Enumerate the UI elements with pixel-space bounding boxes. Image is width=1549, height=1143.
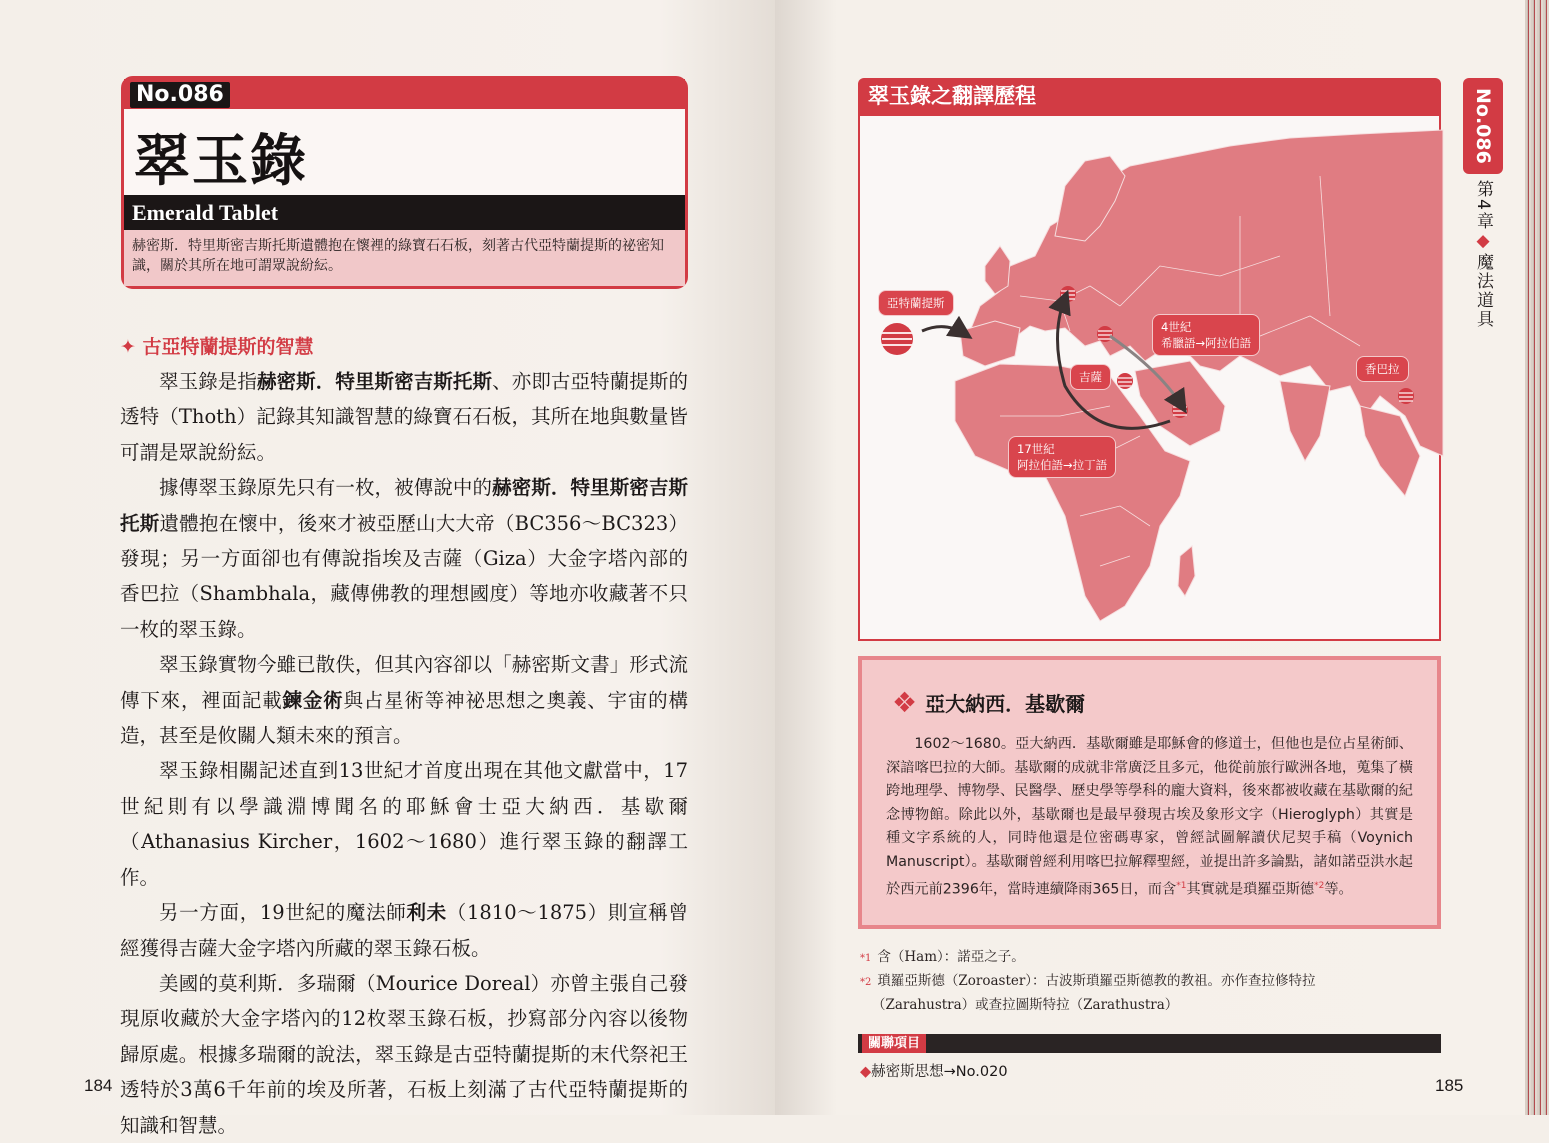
left-page xyxy=(0,0,775,1137)
madagascar-landmass xyxy=(1178,546,1195,596)
page-number-right: 185 xyxy=(1435,1076,1464,1095)
iberia-landmass xyxy=(960,321,1020,366)
footnote: *1 含（Ham）：諾亞之子。 xyxy=(860,949,1025,965)
translation-map xyxy=(858,114,1441,641)
india-landmass xyxy=(1280,381,1330,461)
related-items-bar xyxy=(858,1034,1441,1053)
section-heading: ✦ 古亞特蘭提斯的智慧 xyxy=(120,336,314,358)
column-title: ❖ 亞大納西．基歇爾 xyxy=(892,686,1086,719)
side-tab-number: No.086 xyxy=(1472,88,1494,164)
right-page xyxy=(775,0,1549,1115)
map-label-giza: 吉薩 xyxy=(1070,364,1111,390)
related-items-heading: 關聯項目 xyxy=(862,1034,926,1053)
page-edge-stack xyxy=(1525,0,1549,1115)
paragraph: 另一方面，19世紀的魔法師利未（1810～1875）則宣稱曾經獲得吉薩大金字塔內所藏的翠玉錄石板。 xyxy=(120,901,688,960)
side-tab-chapter: 第4章◆魔法道具 xyxy=(1473,180,1493,329)
fleur-ornament-icon: ❖ xyxy=(892,686,918,719)
british-isles xyxy=(985,246,1010,294)
map-label-4th-century: 4世紀 希臘語→阿拉伯語 xyxy=(1152,314,1260,356)
map-label-17th-century: 17世紀 阿拉伯語→拉丁語 xyxy=(1008,436,1116,478)
entry-number-badge: No.086 xyxy=(130,82,230,108)
paragraph: 翠玉錄實物今雖已散佚，但其內容卻以「赫密斯文書」形式流傳下來，裡面記載鍊金術與占星術等神祕思想之奧義、宇宙的構造，甚至是攸關人類未來的預言。 xyxy=(120,653,688,748)
entry-summary: 赫密斯．特里斯密吉斯托斯遺體抱在懷裡的綠寶石石板，刻著古代亞特蘭提斯的祕密知識，關於其所在地可謂眾說紛紜。 xyxy=(124,230,685,286)
map-label-shambhala: 香巴拉 xyxy=(1356,356,1409,382)
paragraph: 翠玉錄相關記述直到13世紀才首度出現在其他文獻當中，17世紀則有以學識淵博聞名的耶穌會士亞大納西．基歇爾（Athanasius Kircher，1602～1680）進行翠玉錄的翻譯工作。 xyxy=(120,759,688,889)
entry-title: 翠玉錄 xyxy=(134,129,308,194)
body-text xyxy=(120,364,688,1143)
related-item-link[interactable]: ◆赫密斯思想→No.020 xyxy=(860,1064,1008,1080)
footnotes xyxy=(860,946,1445,1017)
footnote-mark: *1 xyxy=(1176,880,1187,891)
entry-english-title: Emerald Tablet xyxy=(124,195,685,230)
column-text: 1602～1680。亞大納西．基歇爾雖是耶穌會的修道士，但他也是位占星術師、深諳喀巴拉的大師。基歇爾的成就非常廣泛且多元，他從前旅行歐洲各地，蒐集了橫跨地理學、博物學、民醫學、歷史學等學科的龐大資料，後來都被收藏在基歇爾的紀念博物館。除此以外，基歇爾也是最早發現古埃及象形文字（Hieroglyph）其實是種文字系統的人，同時他還是位密碼專家，曾經試圖解讀伏尼契手稿（Voynich Manuscript）。基歇爾曾經利用喀巴拉解釋聖經，並提出許多論點，諸如諾亞洪水起於西元前2396年，當時連續降雨365日，而含$^{*1}$其實就是瑣羅亞斯德$^{*2}$等。 xyxy=(886,736,1413,898)
footnote: *2 瑣羅亞斯德（Zoroaster）：古波斯瑣羅亞斯德教的教祖。亦作查拉修特拉 xyxy=(860,973,1316,989)
entry-header xyxy=(121,76,688,289)
paragraph: 翠玉錄是指赫密斯．特里斯密吉斯托斯、亦即古亞特蘭提斯的透特（Thoth）記錄其知識智慧的綠寶石石板，其所在地與數量皆可謂是眾說紛紜。 xyxy=(120,370,688,464)
footnote-continued: （Zarahustra）或查拉圖斯特拉（Zarathustra） xyxy=(872,997,1179,1013)
world-map-illustration xyxy=(860,116,1443,643)
page-number-left: 184 xyxy=(84,1076,113,1095)
diamond-bullet-icon: ◆ xyxy=(860,1064,872,1080)
map-label-atlantis: 亞特蘭提斯 xyxy=(878,290,954,316)
paragraph: 美國的莫利斯．多瑞爾（Mourice Doreal）亦曾主張自己發現原收藏於大金字塔內的12枚翠玉錄石板，抄寫部分內容以後物歸原處。根據多瑞爾的說法，翠玉錄是古亞特蘭提斯的末代祭祀王透特於3萬6千年前的埃及所著，石板上刻滿了古代亞特蘭提斯的知識和智慧。 xyxy=(120,971,688,1137)
footnote-mark: *2 xyxy=(1314,880,1325,891)
paragraph: 據傳翠玉錄原先只有一枚，被傳說中的赫密斯．特里斯密吉斯托斯遺體抱在懷中，後來才被亞歷山大大帝（BC356～BC323）發現；另一方面卻也有傳說指埃及吉薩（Giza）大金字塔內部的香巴拉（Shambhala，藏傳佛教的理想國度）等地亦收藏著不只一枚的翠玉錄。 xyxy=(120,476,688,641)
column-box xyxy=(858,656,1441,929)
map-title: 翠玉錄之翻譯歷程 xyxy=(858,78,1441,114)
